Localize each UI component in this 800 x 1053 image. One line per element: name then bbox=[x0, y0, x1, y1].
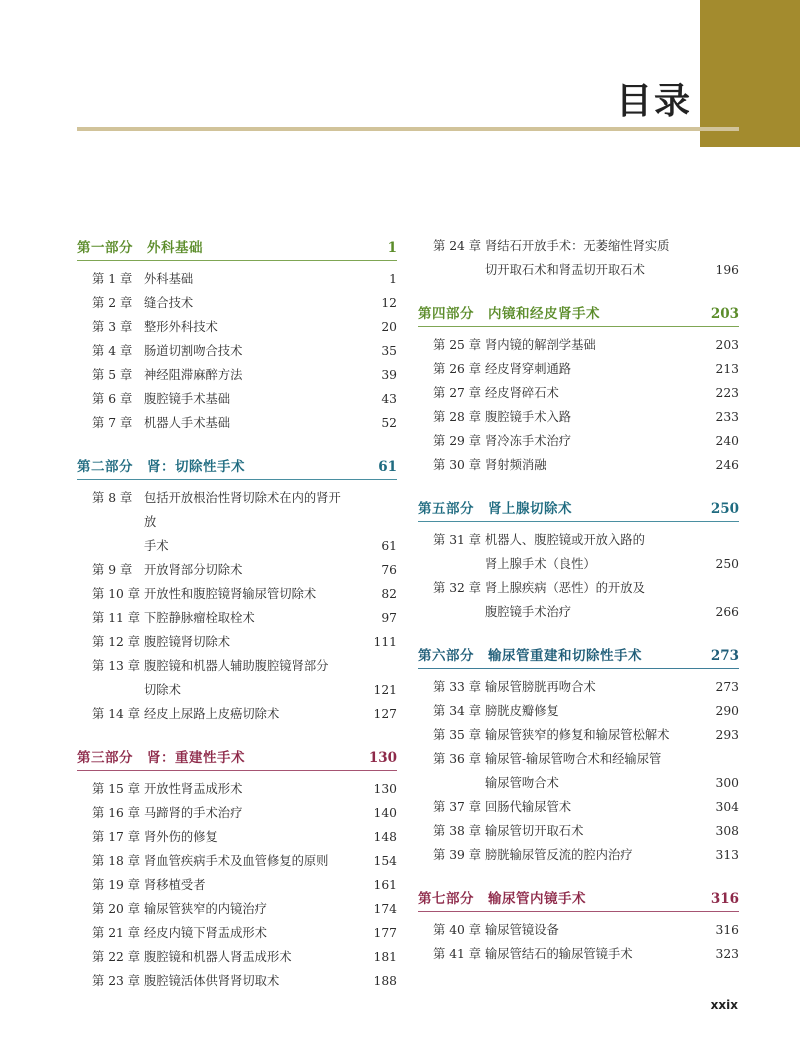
chapter-title bbox=[135, 315, 353, 339]
chapter-page: 140 bbox=[373, 806, 397, 820]
chapter-page: 240 bbox=[715, 434, 739, 448]
chapter-title bbox=[135, 291, 353, 315]
chapter-title-line: 输尿管狭窄的修复和输尿管松解术 bbox=[485, 728, 670, 742]
toc-chapter-entry[interactable] bbox=[418, 795, 739, 819]
chapter-title-line: 下腔静脉瘤栓取栓术 bbox=[144, 611, 255, 625]
section-gap bbox=[418, 477, 739, 495]
chapter-number: 第 5 章 bbox=[92, 368, 133, 382]
chapter-number: 第 1 章 bbox=[92, 272, 133, 286]
chapter-number: 第 36 章 bbox=[433, 752, 482, 766]
section-gap bbox=[418, 867, 739, 885]
chapter-title bbox=[476, 747, 695, 795]
chapter-page: 127 bbox=[373, 707, 397, 721]
section-gap bbox=[77, 726, 397, 744]
toc-chapter-entry[interactable] bbox=[418, 333, 739, 357]
chapter-title-line: 开放性肾盂成形术 bbox=[144, 782, 243, 796]
chapter-page: 181 bbox=[373, 950, 397, 964]
chapter-page: 323 bbox=[715, 947, 739, 961]
chapter-page: 39 bbox=[381, 368, 397, 382]
chapter-title-line: 肾上腺疾病（恶性）的开放及 bbox=[485, 581, 645, 595]
chapter-number: 第 9 章 bbox=[92, 563, 133, 577]
part-page: 316 bbox=[710, 891, 739, 907]
chapter-title-line: 肠道切割吻合技术 bbox=[144, 344, 243, 358]
chapter-page: 12 bbox=[381, 296, 397, 310]
chapter-number: 第 4 章 bbox=[92, 344, 133, 358]
chapter-number: 第 3 章 bbox=[92, 320, 133, 334]
toc-part bbox=[418, 300, 739, 477]
toc-chapter-entry[interactable] bbox=[77, 486, 397, 558]
chapter-title-line: 腹腔镜手术入路 bbox=[485, 410, 572, 424]
chapter-title-line: 手术 bbox=[144, 539, 169, 553]
chapter-title-line: 切开取石术和肾盂切开取石术 bbox=[485, 263, 645, 277]
toc-chapter-entry[interactable] bbox=[77, 969, 397, 993]
chapter-title bbox=[476, 453, 695, 477]
chapter-page: 20 bbox=[381, 320, 397, 334]
toc-chapter-entry[interactable] bbox=[418, 918, 739, 942]
toc-chapter-entry[interactable] bbox=[77, 291, 397, 315]
part-title: 第四部分 内镜和经皮肾手术 bbox=[418, 306, 600, 322]
part-heading[interactable] bbox=[77, 234, 397, 261]
chapter-page: 223 bbox=[715, 386, 739, 400]
toc-chapter-entry[interactable] bbox=[77, 387, 397, 411]
chapter-number: 第 28 章 bbox=[433, 410, 482, 424]
chapter-page: 174 bbox=[373, 902, 397, 916]
toc-chapter-entry[interactable] bbox=[77, 801, 397, 825]
header-rule bbox=[77, 127, 739, 131]
part-title: 第一部分 外科基础 bbox=[77, 240, 203, 256]
chapter-page: 97 bbox=[381, 611, 397, 625]
toc-chapter-entry[interactable] bbox=[418, 723, 739, 747]
toc-chapter-entry[interactable] bbox=[77, 702, 397, 726]
chapter-page: 154 bbox=[373, 854, 397, 868]
chapter-page: 290 bbox=[715, 704, 739, 718]
chapter-page: 196 bbox=[715, 263, 739, 277]
toc-chapter-entry[interactable] bbox=[418, 576, 739, 624]
part-heading[interactable] bbox=[418, 300, 739, 327]
chapter-number: 第 19 章 bbox=[92, 878, 141, 892]
chapter-title-line: 肾移植受者 bbox=[144, 878, 206, 892]
chapter-number: 第 23 章 bbox=[92, 974, 141, 988]
chapter-title bbox=[476, 576, 695, 624]
toc-chapter-entry[interactable] bbox=[418, 405, 739, 429]
chapter-number: 第 2 章 bbox=[92, 296, 133, 310]
chapter-page: 121 bbox=[373, 683, 397, 697]
chapter-number: 第 21 章 bbox=[92, 926, 141, 940]
chapter-page: 148 bbox=[373, 830, 397, 844]
chapter-page: 250 bbox=[715, 557, 739, 571]
part-page: 61 bbox=[378, 459, 397, 475]
chapter-number: 第 29 章 bbox=[433, 434, 482, 448]
chapter-title-line: 腹腔镜活体供肾肾切取术 bbox=[144, 974, 280, 988]
toc-chapter-entry[interactable] bbox=[418, 453, 739, 477]
chapter-page: 76 bbox=[381, 563, 397, 577]
toc-part bbox=[418, 495, 739, 624]
chapter-page: 233 bbox=[715, 410, 739, 424]
page-number: xxix bbox=[710, 998, 738, 1012]
toc-chapter-entry[interactable] bbox=[418, 747, 739, 795]
chapter-number: 第 18 章 bbox=[92, 854, 141, 868]
chapter-number: 第 32 章 bbox=[433, 581, 482, 595]
section-gap bbox=[77, 435, 397, 453]
chapter-number: 第 6 章 bbox=[92, 392, 133, 406]
chapter-number: 第 10 章 bbox=[92, 587, 141, 601]
toc-part bbox=[418, 642, 739, 867]
chapter-number: 第 27 章 bbox=[433, 386, 482, 400]
chapter-number: 第 24 章 bbox=[433, 239, 482, 253]
chapter-title-line: 腹腔镜和机器人辅助腹腔镜肾部分 bbox=[144, 659, 329, 673]
chapter-title-line: 腹腔镜手术治疗 bbox=[485, 605, 572, 619]
chapter-title-line: 机器人手术基础 bbox=[144, 416, 231, 430]
chapter-title-line: 输尿管-输尿管吻合术和经输尿管 bbox=[485, 752, 662, 766]
chapter-title-line: 肾外伤的修复 bbox=[144, 830, 218, 844]
chapter-title bbox=[135, 702, 353, 726]
part-page: 250 bbox=[710, 501, 739, 517]
chapter-title bbox=[476, 795, 695, 819]
chapter-number: 第 38 章 bbox=[433, 824, 482, 838]
chapter-title-line: 肾上腺手术（良性） bbox=[485, 557, 596, 571]
chapter-title bbox=[135, 777, 353, 801]
toc-chapter-entry[interactable] bbox=[77, 825, 397, 849]
chapter-title-line: 包括开放根治性肾切除术在内的肾开放 bbox=[144, 491, 341, 529]
chapter-list bbox=[77, 771, 397, 993]
part-heading[interactable] bbox=[418, 885, 739, 912]
toc-chapter-entry[interactable] bbox=[418, 843, 739, 867]
part-title: 第六部分 输尿管重建和切除性手术 bbox=[418, 648, 642, 664]
part-title: 第七部分 输尿管内镜手术 bbox=[418, 891, 586, 907]
toc-chapter-entry[interactable] bbox=[77, 558, 397, 582]
chapter-title-line: 神经阻滞麻醉方法 bbox=[144, 368, 243, 382]
chapter-title bbox=[135, 387, 353, 411]
chapter-page: 203 bbox=[715, 338, 739, 352]
chapter-number: 第 14 章 bbox=[92, 707, 141, 721]
chapter-title-line: 缝合技术 bbox=[144, 296, 194, 310]
chapter-number: 第 34 章 bbox=[433, 704, 482, 718]
chapter-page: 308 bbox=[715, 824, 739, 838]
chapter-title-line: 腹腔镜肾切除术 bbox=[144, 635, 231, 649]
toc-chapter-entry[interactable] bbox=[77, 777, 397, 801]
chapter-title-line: 输尿管膀胱再吻合术 bbox=[485, 680, 596, 694]
chapter-number: 第 12 章 bbox=[92, 635, 141, 649]
chapter-title bbox=[476, 234, 695, 282]
chapter-page: 300 bbox=[715, 776, 739, 790]
toc-chapter-entry[interactable] bbox=[418, 234, 739, 282]
chapter-page: 177 bbox=[373, 926, 397, 940]
chapter-list bbox=[418, 912, 739, 966]
chapter-title bbox=[135, 897, 353, 921]
chapter-number: 第 11 章 bbox=[92, 611, 141, 625]
chapter-page: 161 bbox=[373, 878, 397, 892]
toc-chapter-entry[interactable] bbox=[77, 849, 397, 873]
chapter-title-line: 肾内镜的解剖学基础 bbox=[485, 338, 596, 352]
chapter-title bbox=[476, 429, 695, 453]
toc-chapter-entry[interactable] bbox=[77, 339, 397, 363]
chapter-page: 52 bbox=[381, 416, 397, 430]
chapter-number: 第 37 章 bbox=[433, 800, 482, 814]
chapter-title bbox=[476, 405, 695, 429]
chapter-title-line: 肾冷冻手术治疗 bbox=[485, 434, 572, 448]
toc-chapter-entry[interactable] bbox=[77, 654, 397, 702]
toc-chapter-entry[interactable] bbox=[418, 528, 739, 576]
chapter-title bbox=[476, 699, 695, 723]
chapter-title-line: 马蹄肾的手术治疗 bbox=[144, 806, 243, 820]
chapter-title bbox=[135, 873, 353, 897]
corner-accent-block bbox=[700, 0, 800, 147]
chapter-title bbox=[135, 486, 353, 558]
chapter-title bbox=[135, 558, 353, 582]
chapter-title bbox=[135, 267, 353, 291]
chapter-title-line: 回肠代输尿管术 bbox=[485, 800, 572, 814]
chapter-title bbox=[135, 411, 353, 435]
chapter-page: 111 bbox=[373, 635, 397, 649]
chapter-title-line: 开放性和腹腔镜肾输尿管切除术 bbox=[144, 587, 317, 601]
toc-part bbox=[77, 453, 397, 726]
part-page: 273 bbox=[710, 648, 739, 664]
chapter-number: 第 39 章 bbox=[433, 848, 482, 862]
chapter-title-line: 输尿管吻合术 bbox=[485, 776, 559, 790]
chapter-page: 313 bbox=[715, 848, 739, 862]
chapter-page: 130 bbox=[373, 782, 397, 796]
chapter-title-line: 外科基础 bbox=[144, 272, 194, 286]
chapter-number: 第 17 章 bbox=[92, 830, 141, 844]
chapter-title-line: 输尿管镜设备 bbox=[485, 923, 559, 937]
toc-right-column bbox=[418, 234, 739, 966]
part-title: 第三部分 肾：重建性手术 bbox=[77, 750, 245, 766]
toc-chapter-entry[interactable] bbox=[77, 582, 397, 606]
toc-part bbox=[77, 744, 397, 993]
chapter-title bbox=[476, 819, 695, 843]
chapter-title-line: 输尿管结石的输尿管镜手术 bbox=[485, 947, 633, 961]
chapter-page: 266 bbox=[715, 605, 739, 619]
chapter-title bbox=[135, 849, 353, 873]
chapter-number: 第 30 章 bbox=[433, 458, 482, 472]
chapter-title bbox=[135, 654, 353, 702]
chapter-page: 188 bbox=[373, 974, 397, 988]
toc-chapter-entry[interactable] bbox=[77, 897, 397, 921]
chapter-title bbox=[135, 945, 353, 969]
chapter-title-line: 机器人、腹腔镜或开放入路的 bbox=[485, 533, 645, 547]
toc-chapter-entry[interactable] bbox=[77, 315, 397, 339]
chapter-number: 第 35 章 bbox=[433, 728, 482, 742]
chapter-page: 293 bbox=[715, 728, 739, 742]
chapter-number: 第 13 章 bbox=[92, 659, 141, 673]
toc-chapter-entry[interactable] bbox=[77, 921, 397, 945]
toc-chapter-entry[interactable] bbox=[77, 873, 397, 897]
chapter-number: 第 15 章 bbox=[92, 782, 141, 796]
chapter-title bbox=[135, 630, 353, 654]
chapter-title bbox=[135, 339, 353, 363]
chapter-title bbox=[476, 381, 695, 405]
chapter-number: 第 26 章 bbox=[433, 362, 482, 376]
chapter-title bbox=[135, 921, 353, 945]
chapter-page: 246 bbox=[715, 458, 739, 472]
chapter-title bbox=[476, 942, 695, 966]
toc-chapter-entry[interactable] bbox=[77, 945, 397, 969]
chapter-number: 第 20 章 bbox=[92, 902, 141, 916]
chapter-title-line: 开放肾部分切除术 bbox=[144, 563, 243, 577]
part-heading[interactable] bbox=[418, 642, 739, 669]
chapter-title bbox=[476, 357, 695, 381]
chapter-title bbox=[476, 723, 695, 747]
chapter-number: 第 41 章 bbox=[433, 947, 482, 961]
chapter-page: 213 bbox=[715, 362, 739, 376]
chapter-page: 316 bbox=[715, 923, 739, 937]
chapter-title-line: 肾血管疾病手术及血管修复的原则 bbox=[144, 854, 329, 868]
part-heading[interactable] bbox=[77, 453, 397, 480]
chapter-page: 35 bbox=[381, 344, 397, 358]
toc-chapter-entry[interactable] bbox=[418, 699, 739, 723]
chapter-list-continued bbox=[418, 234, 739, 282]
part-heading[interactable] bbox=[77, 744, 397, 771]
toc-chapter-entry[interactable] bbox=[77, 606, 397, 630]
chapter-title-line: 膀胱输尿管反流的腔内治疗 bbox=[485, 848, 633, 862]
toc-chapter-entry[interactable] bbox=[77, 363, 397, 387]
chapter-page: 43 bbox=[381, 392, 397, 406]
chapter-title bbox=[135, 969, 353, 993]
chapter-title-line: 输尿管切开取石术 bbox=[485, 824, 584, 838]
chapter-page: 82 bbox=[381, 587, 397, 601]
toc-chapter-entry[interactable] bbox=[418, 357, 739, 381]
chapter-title-line: 肾结石开放手术：无萎缩性肾实质 bbox=[485, 239, 670, 253]
chapter-title bbox=[135, 606, 353, 630]
chapter-title-line: 腹腔镜和机器人肾盂成形术 bbox=[144, 950, 292, 964]
part-page: 203 bbox=[710, 306, 739, 322]
toc-part bbox=[418, 885, 739, 966]
chapter-title-line: 经皮肾碎石术 bbox=[485, 386, 559, 400]
part-page: 130 bbox=[368, 750, 397, 766]
chapter-list bbox=[77, 480, 397, 726]
chapter-page: 273 bbox=[715, 680, 739, 694]
chapter-page: 1 bbox=[389, 272, 397, 286]
chapter-list bbox=[418, 327, 739, 477]
chapter-title-line: 整形外科技术 bbox=[144, 320, 218, 334]
chapter-list bbox=[418, 669, 739, 867]
chapter-title bbox=[476, 843, 695, 867]
chapter-number: 第 8 章 bbox=[92, 491, 133, 505]
chapter-title bbox=[135, 363, 353, 387]
chapter-title bbox=[135, 825, 353, 849]
chapter-title-line: 腹腔镜手术基础 bbox=[144, 392, 231, 406]
toc-chapter-entry[interactable] bbox=[77, 411, 397, 435]
page-title: 目录 bbox=[615, 81, 692, 122]
toc-chapter-entry[interactable] bbox=[418, 819, 739, 843]
toc-chapter-entry[interactable] bbox=[77, 267, 397, 291]
chapter-number: 第 33 章 bbox=[433, 680, 482, 694]
part-title: 第五部分 肾上腺切除术 bbox=[418, 501, 572, 517]
chapter-title bbox=[476, 675, 695, 699]
toc-chapter-entry[interactable] bbox=[418, 942, 739, 966]
chapter-title-line: 切除术 bbox=[144, 683, 181, 697]
chapter-title-line: 经皮内镜下肾盂成形术 bbox=[144, 926, 267, 940]
chapter-number: 第 40 章 bbox=[433, 923, 482, 937]
part-title: 第二部分 肾：切除性手术 bbox=[77, 459, 245, 475]
chapter-title-line: 膀胱皮瓣修复 bbox=[485, 704, 559, 718]
chapter-number: 第 22 章 bbox=[92, 950, 141, 964]
chapter-list bbox=[418, 522, 739, 624]
chapter-number: 第 25 章 bbox=[433, 338, 482, 352]
chapter-title-line: 经皮肾穿刺通路 bbox=[485, 362, 572, 376]
chapter-title-line: 输尿管狭窄的内镜治疗 bbox=[144, 902, 267, 916]
chapter-number: 第 7 章 bbox=[92, 416, 133, 430]
chapter-number: 第 31 章 bbox=[433, 533, 482, 547]
section-gap bbox=[418, 282, 739, 300]
toc-chapter-entry[interactable] bbox=[418, 675, 739, 699]
toc-chapter-entry[interactable] bbox=[418, 429, 739, 453]
chapter-title-line: 经皮上尿路上皮癌切除术 bbox=[144, 707, 280, 721]
chapter-title bbox=[135, 582, 353, 606]
chapter-page: 61 bbox=[381, 539, 397, 553]
chapter-page: 304 bbox=[715, 800, 739, 814]
part-heading[interactable] bbox=[418, 495, 739, 522]
chapter-title bbox=[476, 528, 695, 576]
part-page: 1 bbox=[387, 240, 397, 256]
chapter-list bbox=[77, 261, 397, 435]
toc-chapter-entry[interactable] bbox=[77, 630, 397, 654]
chapter-title bbox=[476, 918, 695, 942]
toc-chapter-entry[interactable] bbox=[418, 381, 739, 405]
chapter-number: 第 16 章 bbox=[92, 806, 141, 820]
toc-part bbox=[77, 234, 397, 435]
section-gap bbox=[418, 624, 739, 642]
toc-left-column bbox=[77, 234, 397, 993]
chapter-title bbox=[476, 333, 695, 357]
chapter-title bbox=[135, 801, 353, 825]
chapter-title-line: 肾射频消融 bbox=[485, 458, 547, 472]
